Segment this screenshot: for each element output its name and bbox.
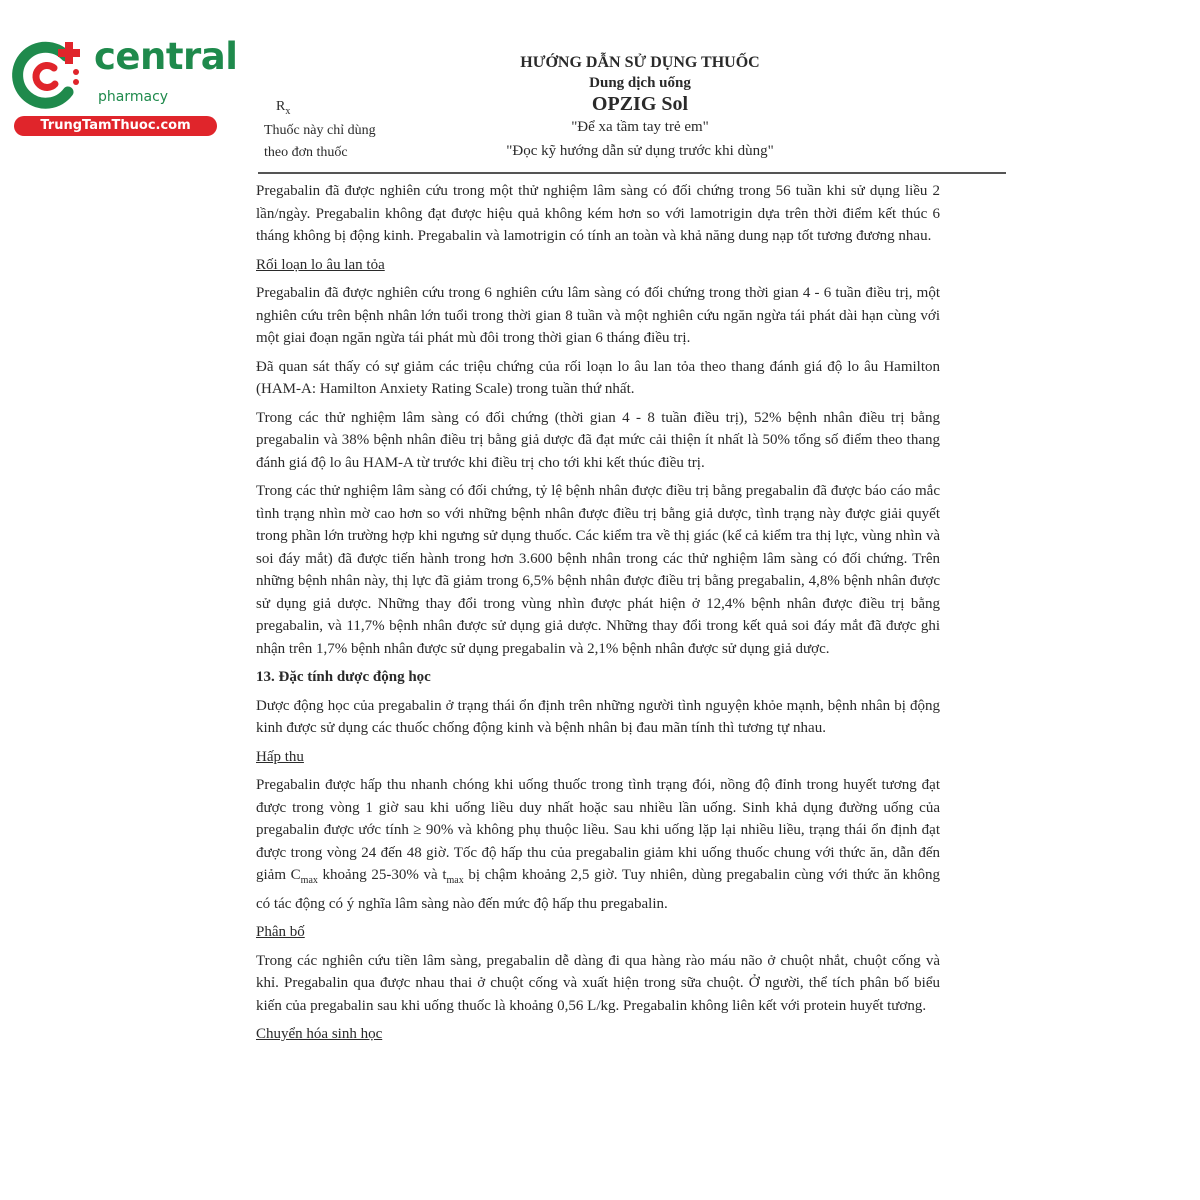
subheading-absorption: Hấp thu xyxy=(256,748,304,765)
document-title: HƯỚNG DẪN SỬ DỤNG THUỐC xyxy=(520,54,760,71)
prescription-line-1: Thuốc này chỉ dùng xyxy=(264,123,376,138)
subheading-metabolism: Chuyển hóa sinh học xyxy=(256,1026,383,1042)
document-body xyxy=(256,180,940,1046)
product-name: OPZIG Sol xyxy=(591,93,689,115)
paragraph-epilepsy-study: Pregabalin đã được nghiên cứu trong một thử nghiệm lâm sàng có đối chứng trong 56 tuần khi sử dụng liều 2 lần/ngày. Pregabalin không đạt được hiệu quả không kém hơn so với lamotrigin dựa trên thời điểm kết thúc 6 tháng không bị động kinh. Pregabalin và lamotrigin có tính an toàn và khả năng dung nạp tốt tương đương nhau. xyxy=(256,183,940,244)
rx-sub: x xyxy=(285,105,291,117)
paragraph-ham-a-results: Trong các thử nghiệm lâm sàng có đối chứng (thời gian 4 - 8 tuần điều trị), 52% bệnh nhân điều trị bằng pregabalin và 38% bệnh nhân điều trị bằng giả dược đã đạt mức cải thiện ít nhất là 50% tổng số điểm theo thang đánh giá độ lo âu HAM-A từ trước khi điều trị cho tới khi kết thúc điều trị. xyxy=(256,409,940,471)
paragraph-vision: Trong các thử nghiệm lâm sàng có đối chứng, tỷ lệ bệnh nhân được điều trị bằng pregabalin đã được báo cáo mắc tình trạng nhìn mờ cao hơn so với những bệnh nhân được điều trị bằng giả dược, tình trạng này được giải quyết trong phần lớn trường hợp khi ngưng sử dụng thuốc. Các kiểm tra về thị giác (kể cả kiểm tra thị lực, vùng nhìn và soi đáy mắt) đã được tiến hành trong hơn 3.600 bệnh nhân trong các thử nghiệm lâm sàng có đối chứng. Trên những bệnh nhân này, thị lực đã giảm trong 6,5% bệnh nhân được điều trị bằng pregabalin, 4,8% bệnh nhân được sử dụng giả dược. Những thay đổi trong vùng nhìn được phát hiện ở 12,4% bệnh nhân được điều trị bằng pregabalin, và 11,7% bệnh nhân được sử dụng giả dược. Những thay đổi trong kết quả soi đáy mắt đã được ghi nhận trên 1,7% bệnh nhân được sử dụng pregabalin và 2,1% bệnh nhân được sử dụng giả dược. xyxy=(256,483,940,657)
pharmacy-logo xyxy=(8,35,238,136)
section-13-heading: 13. Đặc tính dược động học xyxy=(256,669,431,685)
absorption-text-b: khoảng 25-30% và t xyxy=(317,867,447,883)
absorption-text-c: bị chậm khoảng 2,5 giờ. Tuy nhiên, dùng pregabalin cùng với thức ăn không có tác động có ý nghĩa lâm sàng nào đến mức độ hấp thu pregabalin. xyxy=(256,867,940,912)
rx-symbol xyxy=(276,99,290,117)
paragraph-hamilton: Đã quan sát thấy có sự giảm các triệu chứng của rối loạn lo âu lan tỏa theo thang đánh giá độ lo âu Hamilton (HAM-A: Hamilton Anxiety Rating Scale) trong tuần thứ nhất. xyxy=(256,358,940,397)
document-subtitle: Dung dịch uống xyxy=(589,75,691,91)
prescription-line-2: theo đơn thuốc xyxy=(264,145,348,160)
paragraph-pharmacokinetics: Dược động học của pregabalin ở trạng thái ổn định trên những người tình nguyện khỏe mạnh, bệnh nhân bị động kinh được sử dụng các thuốc chống động kinh và bệnh nhân bị đau mãn tính thì tương tự nhau. xyxy=(256,697,940,736)
prescription-note xyxy=(264,120,376,164)
paragraph-distribution: Trong các nghiên cứu tiền lâm sàng, pregabalin dễ dàng đi qua hàng rào máu não ở chuột nhắt, chuột cống và khỉ. Pregabalin qua được nhau thai ở chuột cống và xuất hiện trong sữa chuột. Ở người, thể tích phân bố biểu kiến của pregabalin sau khi uống thuốc là khoảng 0,56 L/kg. Pregabalin không liên kết với protein huyết tương. xyxy=(256,952,940,1014)
logo-subtitle: pharmacy xyxy=(98,89,169,105)
subheading-distribution: Phân bố xyxy=(256,924,305,940)
warning-children: "Để xa tầm tay trẻ em" xyxy=(571,119,709,135)
cmax-subscript: max xyxy=(300,875,318,886)
logo-name: central xyxy=(94,35,238,78)
warning-read-instructions: "Đọc kỹ hướng dẫn sử dụng trước khi dùng" xyxy=(506,143,774,159)
paragraph-anxiety-studies: Pregabalin đã được nghiên cứu trong 6 nghiên cứu lâm sàng có đối chứng trong thời gian 4 - 6 tuần điều trị, một nghiên cứu trên bệnh nhân lớn tuổi trong thời gian 8 tuần và một nghiên cứu ngăn ngừa tái phát dài hạn cùng với một giai đoạn ngăn ngừa tái phát mù đôi trong thời gian 6 tháng điều trị. xyxy=(256,285,940,346)
subheading-anxiety: Rối loạn lo âu lan tỏa xyxy=(256,256,385,273)
logo-site-banner: TrungTamThuoc.com xyxy=(14,116,217,136)
absorption-text-a: Pregabalin được hấp thu nhanh chóng khi uống thuốc trong tình trạng đói, nồng độ đỉnh trong huyết tương đạt được trong vòng 1 giờ sau khi uống liều duy nhất hoặc sau nhiều lần uống. Sinh khả dụng đường uống của pregabalin được ước tính ≥ 90% và không phụ thuộc liều. Sau khi uống lặp lại nhiều liều, trạng thái ổn định đạt được trong vòng 24 đến 48 giờ. Tốc độ hấp thu của pregabalin giảm khi uống thuốc chung với thức ăn, dẫn đến giảm C xyxy=(256,777,940,883)
header-divider xyxy=(258,172,1006,174)
paragraph-absorption xyxy=(256,774,940,915)
tmax-subscript: max xyxy=(446,875,464,886)
rx-main: R xyxy=(276,99,286,114)
central-pharmacy-logo-icon xyxy=(10,40,90,114)
